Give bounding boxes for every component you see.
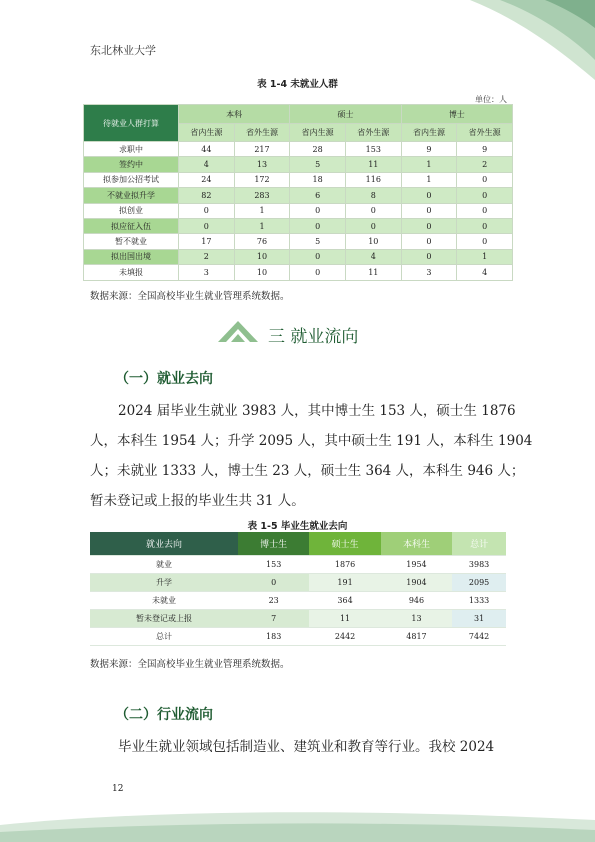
row-label: 未就业 bbox=[90, 592, 238, 610]
section-title: 三 就业流向 bbox=[268, 327, 359, 347]
table-1-4-source: 数据来源：全国高校毕业生就业管理系统数据。 bbox=[90, 291, 290, 302]
row-label: 签约中 bbox=[84, 157, 179, 172]
column-header: 总计 bbox=[452, 532, 506, 556]
table-cell: 283 bbox=[234, 188, 290, 203]
table-row bbox=[84, 218, 513, 233]
row-label: 不就业拟升学 bbox=[84, 188, 179, 203]
page-number: 12 bbox=[112, 784, 124, 794]
table-cell: 6 bbox=[290, 188, 346, 203]
table-row bbox=[90, 610, 506, 628]
table-cell: 44 bbox=[179, 142, 235, 157]
table-cell: 2 bbox=[457, 157, 513, 172]
subsection-title-1: （一）就业去向 bbox=[115, 371, 213, 387]
row-label: 求职中 bbox=[84, 142, 179, 157]
table-cell: 18 bbox=[290, 172, 346, 187]
table-cell: 0 bbox=[401, 234, 457, 249]
table-cell: 23 bbox=[238, 592, 309, 610]
table-cell: 1 bbox=[401, 172, 457, 187]
table-cell: 191 bbox=[309, 574, 380, 592]
group-header: 硕士 bbox=[290, 105, 401, 124]
table-1-5-title: 表 1-5 毕业生就业去向 bbox=[247, 521, 348, 532]
table-cell: 3 bbox=[401, 265, 457, 280]
paragraph-line: 人；未就业 1333 人，博士生 23 人，硕士生 364 人，本科生 946 人； bbox=[90, 463, 525, 479]
table-cell: 82 bbox=[179, 188, 235, 203]
table-cell: 0 bbox=[290, 203, 346, 218]
table-row bbox=[90, 592, 506, 610]
paragraph-line: 暂未登记或上报的毕业生共 31 人。 bbox=[90, 493, 305, 509]
column-header: 就业去向 bbox=[90, 532, 238, 556]
row-label: 升学 bbox=[90, 574, 238, 592]
table-1-4-title: 表 1-4 未就业人群 bbox=[257, 79, 338, 90]
table-cell: 364 bbox=[309, 592, 380, 610]
table-cell: 1954 bbox=[381, 556, 452, 574]
column-header: 本科生 bbox=[381, 532, 452, 556]
table-cell: 0 bbox=[179, 218, 235, 233]
bottom-decoration bbox=[0, 800, 595, 842]
sub-header: 省内生源 bbox=[401, 124, 457, 142]
table-cell: 4 bbox=[345, 249, 401, 264]
table-row bbox=[90, 628, 506, 646]
table-cell: 11 bbox=[345, 157, 401, 172]
row-label: 暂不就业 bbox=[84, 234, 179, 249]
table-cell: 0 bbox=[457, 203, 513, 218]
table-cell: 3983 bbox=[452, 556, 506, 574]
row-label: 就业 bbox=[90, 556, 238, 574]
table-cell: 116 bbox=[345, 172, 401, 187]
table-cell: 0 bbox=[457, 218, 513, 233]
table-cell: 0 bbox=[345, 218, 401, 233]
table-cell: 13 bbox=[234, 157, 290, 172]
row-label: 总计 bbox=[90, 628, 238, 646]
paragraph-employment bbox=[90, 396, 533, 516]
table-cell: 0 bbox=[401, 218, 457, 233]
sub-header: 省外生源 bbox=[234, 124, 290, 142]
table-cell: 0 bbox=[401, 203, 457, 218]
sub-header: 省外生源 bbox=[345, 124, 401, 142]
subsection-title-2: （二）行业流向 bbox=[115, 707, 213, 723]
table-cell: 2442 bbox=[309, 628, 380, 646]
table-cell: 153 bbox=[345, 142, 401, 157]
table-cell: 24 bbox=[179, 172, 235, 187]
group-header: 本科 bbox=[179, 105, 290, 124]
table-cell: 1333 bbox=[452, 592, 506, 610]
table-row bbox=[90, 574, 506, 592]
header-title: 东北林业大学 bbox=[90, 44, 156, 57]
table-cell: 0 bbox=[345, 203, 401, 218]
table-row bbox=[84, 203, 513, 218]
table-cell: 10 bbox=[234, 249, 290, 264]
table-cell: 28 bbox=[290, 142, 346, 157]
row-label: 暂未登记或上报 bbox=[90, 610, 238, 628]
table-cell: 0 bbox=[290, 249, 346, 264]
table-row bbox=[84, 188, 513, 203]
table-row bbox=[84, 249, 513, 264]
table-cell: 7 bbox=[238, 610, 309, 628]
table-cell: 10 bbox=[345, 234, 401, 249]
sub-header: 省内生源 bbox=[290, 124, 346, 142]
mountain-icon bbox=[216, 318, 260, 344]
table-cell: 0 bbox=[290, 265, 346, 280]
table-cell: 76 bbox=[234, 234, 290, 249]
table-unemployed bbox=[83, 104, 513, 281]
table-cell: 183 bbox=[238, 628, 309, 646]
row-label: 拟参加公招考试 bbox=[84, 172, 179, 187]
table-row bbox=[84, 172, 513, 187]
table-row bbox=[84, 234, 513, 249]
unit-label: 单位：人 bbox=[475, 95, 507, 104]
table-cell: 5 bbox=[290, 157, 346, 172]
table-cell: 8 bbox=[345, 188, 401, 203]
table-cell: 1 bbox=[401, 157, 457, 172]
table-cell: 1904 bbox=[381, 574, 452, 592]
table-cell: 2095 bbox=[452, 574, 506, 592]
column-header: 博士生 bbox=[238, 532, 309, 556]
table-cell: 1 bbox=[457, 249, 513, 264]
paragraph-line: 2024 届毕业生就业 3983 人，其中博士生 153 人，硕士生 1876 bbox=[118, 403, 516, 419]
table-cell: 0 bbox=[401, 249, 457, 264]
table-row bbox=[84, 265, 513, 280]
table-cell: 7442 bbox=[452, 628, 506, 646]
table-cell: 172 bbox=[234, 172, 290, 187]
table-cell: 0 bbox=[457, 234, 513, 249]
table-cell: 0 bbox=[457, 188, 513, 203]
table-row bbox=[84, 157, 513, 172]
table-cell: 2 bbox=[179, 249, 235, 264]
table-row bbox=[84, 142, 513, 157]
table-cell: 0 bbox=[238, 574, 309, 592]
table-cell: 4 bbox=[179, 157, 235, 172]
row-label: 拟应征入伍 bbox=[84, 218, 179, 233]
group-header: 博士 bbox=[401, 105, 512, 124]
table-cell: 11 bbox=[345, 265, 401, 280]
table-corner-label: 待就业人群打算 bbox=[84, 105, 179, 142]
table-cell: 153 bbox=[238, 556, 309, 574]
table-cell: 217 bbox=[234, 142, 290, 157]
table-destinations bbox=[90, 532, 506, 646]
table-cell: 3 bbox=[179, 265, 235, 280]
table-cell: 1 bbox=[234, 203, 290, 218]
paragraph-industry bbox=[90, 732, 510, 762]
sub-header: 省外生源 bbox=[457, 124, 513, 142]
table-cell: 1 bbox=[234, 218, 290, 233]
table-cell: 9 bbox=[401, 142, 457, 157]
row-label: 拟创业 bbox=[84, 203, 179, 218]
table-cell: 0 bbox=[457, 172, 513, 187]
paragraph-line: 毕业生就业领域包括制造业、建筑业和教育等行业。我校 2024 bbox=[118, 739, 495, 755]
table-cell: 946 bbox=[381, 592, 452, 610]
table-cell: 4817 bbox=[381, 628, 452, 646]
table-cell: 9 bbox=[457, 142, 513, 157]
column-header: 硕士生 bbox=[309, 532, 380, 556]
paragraph-line: 人，本科生 1954 人；升学 2095 人，其中硕士生 191 人，本科生 1904 bbox=[90, 433, 533, 449]
sub-header: 省内生源 bbox=[179, 124, 235, 142]
row-label: 未填报 bbox=[84, 265, 179, 280]
table-cell: 11 bbox=[309, 610, 380, 628]
table-cell: 0 bbox=[179, 203, 235, 218]
table-cell: 0 bbox=[290, 218, 346, 233]
table-row bbox=[90, 556, 506, 574]
table-cell: 0 bbox=[401, 188, 457, 203]
row-label: 拟出国出境 bbox=[84, 249, 179, 264]
table-cell: 5 bbox=[290, 234, 346, 249]
table-cell: 31 bbox=[452, 610, 506, 628]
table-cell: 4 bbox=[457, 265, 513, 280]
table-cell: 13 bbox=[381, 610, 452, 628]
table-cell: 10 bbox=[234, 265, 290, 280]
table-1-5-source: 数据来源：全国高校毕业生就业管理系统数据。 bbox=[90, 659, 290, 670]
table-cell: 17 bbox=[179, 234, 235, 249]
table-cell: 1876 bbox=[309, 556, 380, 574]
